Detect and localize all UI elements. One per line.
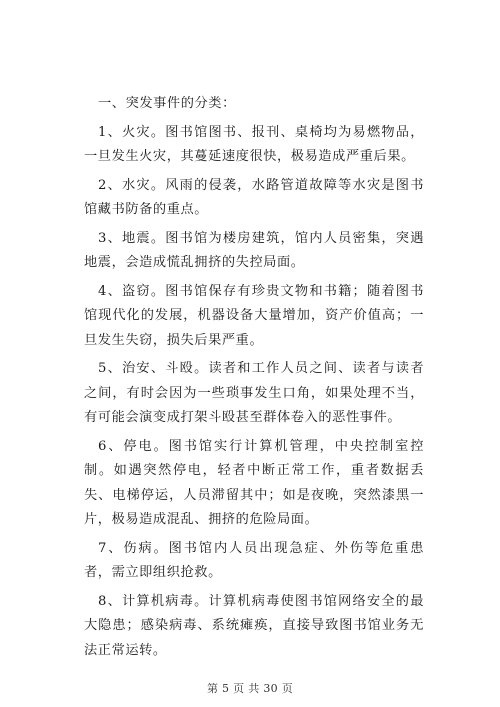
document-body [84,92,424,667]
paragraph-fire: 1、火灾。图书馆图书、报刊、桌椅均为易燃物品，一旦发生火灾，其蔓延速度很快，极易造成严重后果。 [84,124,424,164]
section-heading: 一、突发事件的分类： [98,96,236,111]
paragraph-computer-virus: 8、计算机病毒。计算机病毒使图书馆网络安全的最大隐患；感染病毒、系统瘫痪，直接导致图书馆业务无法正常运转。 [84,593,424,658]
paragraph-theft: 4、盗窃。图书馆保存有珍贵文物和书籍；随着图书馆现代化的发展，机器设备大量增加，资产价值高；一旦发生失窃，损失后果严重。 [84,283,424,348]
page-footer: 第 5 页 共 30 页 [206,682,294,695]
paragraph-flood: 2、水灾。风雨的侵袭，水路管道故障等水灾是图书馆藏书防备的重点。 [84,177,424,217]
paragraph-injury-illness: 7、伤病。图书馆内人员出现急症、外伤等危重患者，需立即组织抢救。 [84,540,424,580]
paragraph-power-outage: 6、停电。图书馆实行计算机管理，中央控制室控制。如遇突然停电，轻者中断正常工作，重者数据丢失、电梯停运，人员滞留其中；如是夜晚，突然漆黑一片，极易造成混乱、拥挤的危险局面。 [84,438,424,527]
paragraph-public-security: 5、治安、斗殴。读者和工作人员之间、读者与读者之间，有时会因为一些琐事发生口角，如果处理不当，有可能会演变成打架斗殴甚至群体卷入的恶性事件。 [84,361,424,425]
paragraph-earthquake: 3、地震。图书馆为楼房建筑，馆内人员密集，突遇地震，会造成慌乱拥挤的失控局面。 [84,230,424,270]
